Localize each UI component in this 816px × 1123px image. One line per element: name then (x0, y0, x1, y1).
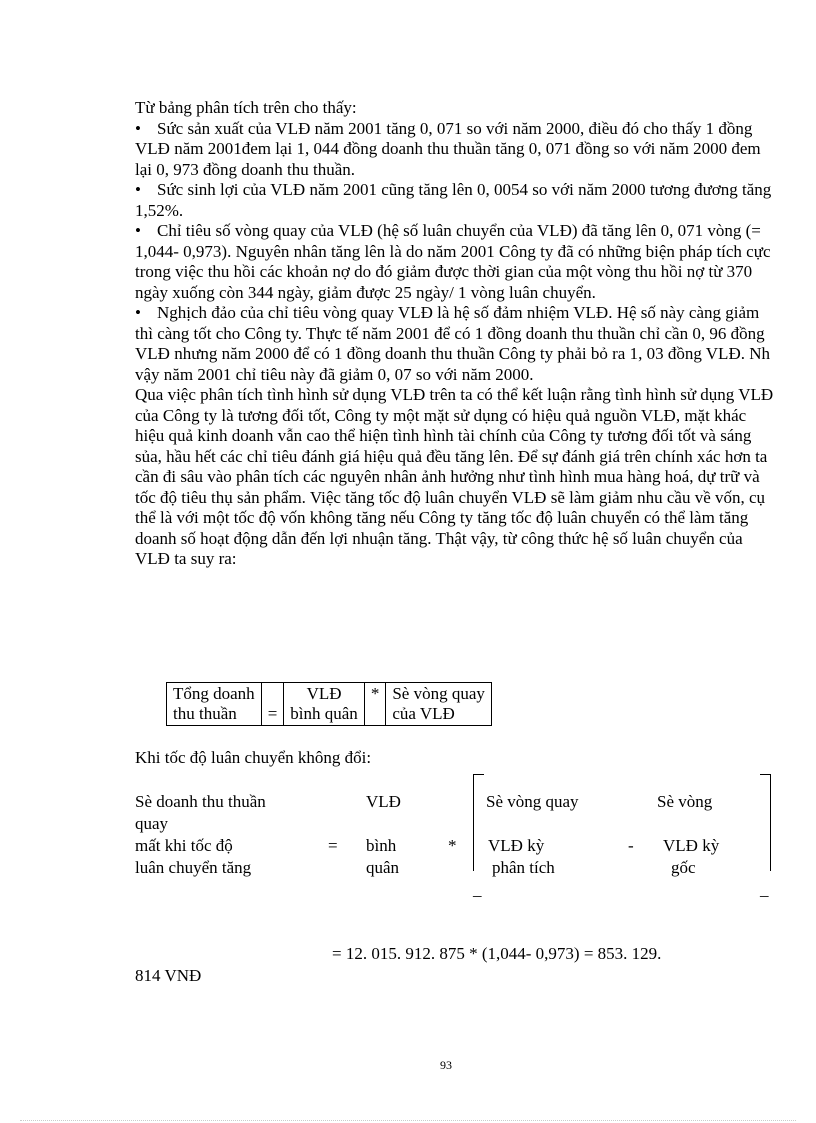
f2-left-line2: quay (135, 814, 169, 833)
analysis-text (135, 98, 775, 570)
intro-line: Từ bảng phân tích trên cho thấy: (135, 98, 357, 117)
bullet-item: • Sức sinh lợi của VLĐ năm 2001 cũng tăng lên 0, 0054 so với năm 2000 tương đương tăng 1,52%. (135, 180, 772, 220)
f2-turnover-label-2: Sè vòng (657, 792, 713, 811)
formula-equals-cell: = (261, 683, 284, 726)
f2-binh: bình (366, 836, 397, 855)
result-line-2: 814 VNĐ (135, 966, 202, 985)
bullet-icon: • (135, 303, 141, 322)
right-bracket (760, 774, 771, 871)
result-line-1: = 12. 015. 912. 875 * (1,044- 0,973) = 853. 129. (332, 944, 662, 963)
formula-vld-cell: VLĐ bình quân (284, 683, 365, 726)
f2-times: * (448, 836, 457, 855)
bracket-tick-left: _ (473, 880, 482, 899)
f2-vld: VLĐ (366, 792, 401, 811)
f2-period-label-2: VLĐ kỳ (663, 836, 720, 855)
bullet-icon: • (135, 118, 141, 138)
bullet-item: • Sức sản xuất của VLĐ năm 2001 tăng 0, 071 so với năm 2000, điều đó cho thấy 1 đồng VLĐ năm 2001đem lại 1, 044 đồng doanh thu thuần tăng 0, 071 đồng so với năm 2000 đem lại 0, 973 đồng doanh thu thuần. (135, 118, 761, 179)
conclusion-paragraph: Qua việc phân tích tình hình sử dụng VLĐ trên ta có thể kết luận rằng tình hình sử dụng VLĐ của Công ty là tương đối tốt, Công ty một mặt sử dụng có hiệu quả nguồn VLĐ, mặt khác hiệu quả kinh doanh vẫn cao thể hiện tình hình tài chính của Công ty tương đối tốt và sáng sủa, hầu hết các chỉ tiêu đánh giá hiệu quả đều tăng lên. Để sự đánh giá trên chính xác hơn ta cần đi sâu vào phân tích các nguyên nhân ảnh hưởng như tình hình mua hàng hoá, dự trữ và tốc độ tiêu thụ sản phẩm. Việc tăng tốc độ luân chuyển VLĐ sẽ làm giảm nhu cầu về vốn, cụ thể là với một tốc độ vốn không tăng nếu Công ty tăng tốc độ luân chuyển có thể làm tăng doanh số hoạt động dẫn đến lợi nhuận tăng. Thật vậy, từ công thức hệ số luân chuyển của VLĐ ta suy ra: (135, 385, 774, 568)
left-bracket (473, 774, 484, 871)
bullet-icon: • (135, 180, 141, 199)
f2-left-line4: luân chuyển tăng (135, 858, 252, 877)
bullet-item: • Chỉ tiêu số vòng quay của VLĐ (hệ số luân chuyển của VLĐ) đã tăng lên 0, 071 vòng (= 1,044- 0,973). Nguyên nhân tăng lên là do năm 2001 Công ty đã có những biện pháp tích cực trong việc thu hồi các khoản nợ do đó giảm được thời gian của một vòng thu hồi nợ từ 370 ngày xuống còn 344 ngày, giảm được 25 ngày/ 1 vòng luân chuyển. (135, 221, 771, 302)
page-edge-divider (20, 1120, 796, 1121)
f2-minus: - (628, 836, 634, 855)
f2-equals: = (328, 836, 338, 855)
formula-revenue-cell: Tổng doanh thu thuần (167, 683, 262, 726)
f2-left-line3: mất khi tốc độ (135, 836, 233, 855)
page-number: 93 (440, 1058, 452, 1072)
formula-times-cell: * (364, 683, 386, 726)
f2-analysis-label: phân tích (492, 858, 555, 877)
f2-period-label: VLĐ kỳ (488, 836, 545, 855)
constant-heading: Khi tốc độ luân chuyển không đổi: (135, 748, 372, 767)
formula-table (166, 682, 492, 726)
f2-left-line1: Sè doanh thu thuần (135, 792, 266, 811)
bracket-tick-right: _ (760, 880, 769, 899)
f2-base-label: gốc (671, 858, 696, 877)
bullet-item: • Nghịch đảo của chỉ tiêu vòng quay VLĐ là hệ số đảm nhiệm VLĐ. Hệ số này càng giảm thì càng tốt cho Công ty. Thực tế năm 2001 để có 1 đồng doanh thu thuần chỉ cần 0, 96 đồng VLĐ nhưng năm 2000 để có 1 đồng doanh thu thuần Công ty phải bỏ ra 1, 03 đồng VLĐ. Nh vậy năm 2001 chỉ tiêu này đã giảm 0, 07 so với năm 2000. (135, 303, 770, 384)
f2-quan: quân (366, 858, 400, 877)
f2-turnover-label: Sè vòng quay (486, 792, 579, 811)
bullet-icon: • (135, 221, 141, 240)
formula-turnover-cell: Sè vòng quay của VLĐ (386, 683, 492, 726)
